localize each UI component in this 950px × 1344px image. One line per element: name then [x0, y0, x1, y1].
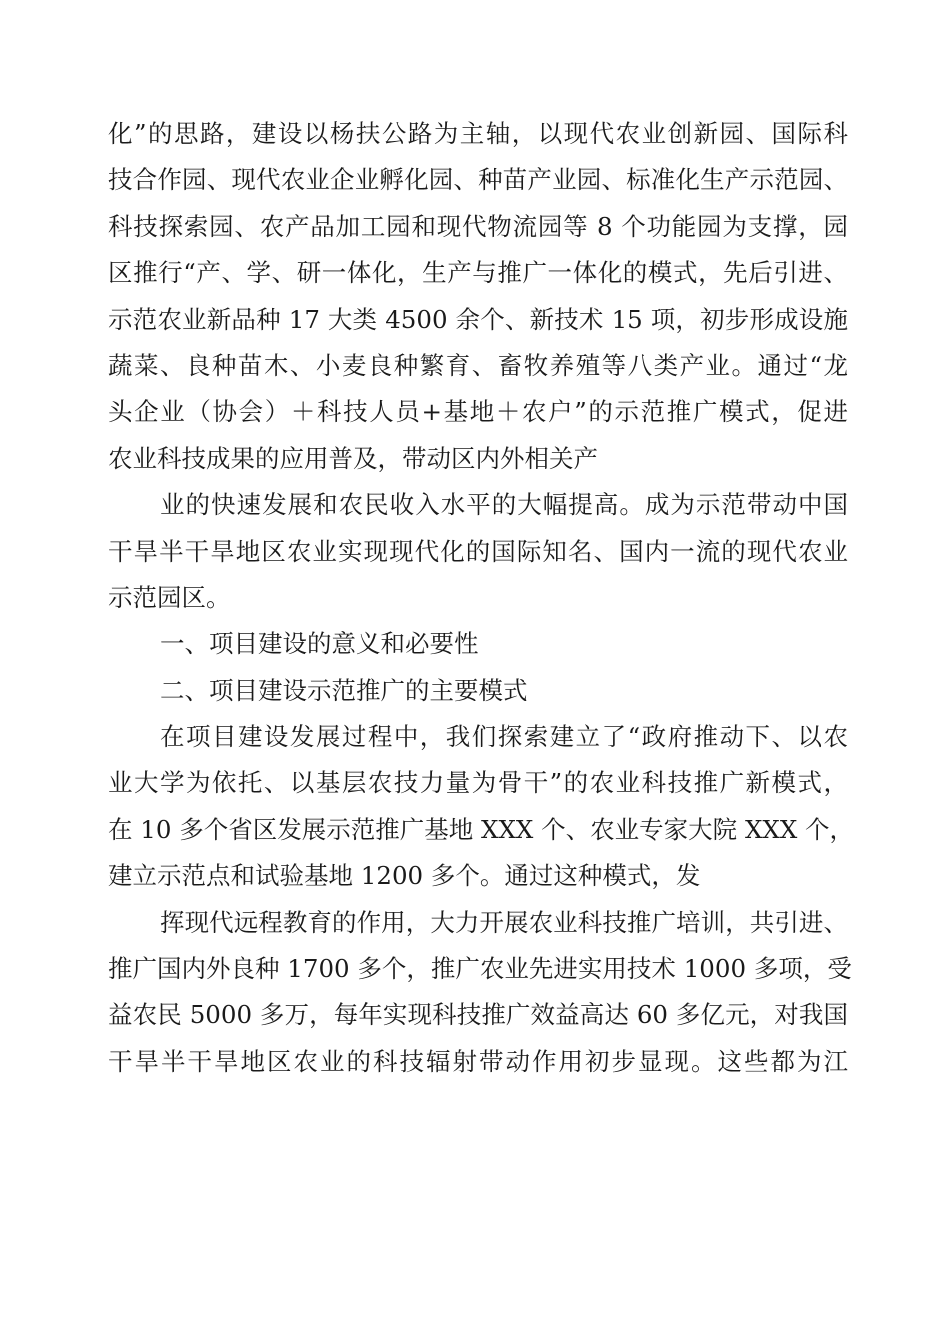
heading-text: 二、项目建设示范推广的主要模式 [160, 675, 528, 705]
paragraph-3 [108, 714, 855, 900]
text-line: 示范农业新品种 17 大类 4500 余个、新技术 15 项，初步形成设施 [108, 304, 848, 334]
text-line: 业的快速发展和农民收入水平的大幅提高。成为示范带动中国 [160, 490, 848, 520]
heading-text: 一、项目建设的意义和必要性 [160, 629, 479, 659]
section-heading-1 [108, 621, 848, 667]
text-line: 蔬菜、良种苗木、小麦良种繁育、畜牧养殖等八类产业。通过“龙 [108, 350, 848, 380]
text-line: 干旱半干旱地区农业的科技辐射带动作用初步显现。这些都为江 [108, 1046, 848, 1076]
document-body [108, 111, 855, 1085]
text-line: 在项目建设发展过程中，我们探索建立了“政府推动下、以农 [160, 722, 848, 752]
text-line: 推广国内外良种 1700 多个，推广农业先进实用技术 1000 多项，受 [108, 954, 852, 984]
text-line: 示范园区。 [108, 582, 231, 612]
text-line: 建立示范点和试验基地 1200 多个。通过这种模式，发 [108, 861, 701, 891]
text-line: 干旱半干旱地区农业实现现代化的国际知名、国内一流的现代农业 [108, 536, 848, 566]
text-line: 挥现代远程教育的作用，大力开展农业科技推广培训，共引进、 [160, 907, 848, 937]
text-line: 区推行“产、学、研一体化，生产与推广一体化的模式，先后引进、 [108, 258, 848, 288]
text-line: 益农民 5000 多万，每年实现科技推广效益高达 60 多亿元，对我国 [108, 1000, 848, 1030]
text-line: 农业科技成果的应用普及，带动区内外相关产 [108, 443, 598, 473]
paragraph-2 [108, 482, 848, 621]
paragraph-4 [108, 900, 852, 1086]
text-line: 化”的思路，建设以杨扶公路为主轴，以现代农业创新园、国际科 [108, 119, 848, 148]
text-line: 技合作园、现代农业企业孵化园、种苗产业园、标准化生产示范园、 [108, 165, 848, 195]
text-line: 头企业（协会）＋科技人员+基地＋农户”的示范推广模式，促进 [108, 397, 848, 427]
text-line: 在 10 多个省区发展示范推广基地 XXX 个、农业专家大院 XXX 个， [108, 814, 855, 844]
text-line: 业大学为依托、以基层农技力量为骨干”的农业科技推广新模式， [108, 768, 848, 798]
text-line: 科技探索园、农产品加工园和现代物流园等 8 个功能园为支撑，园 [108, 211, 848, 241]
paragraph-1 [108, 111, 848, 482]
section-heading-2 [108, 668, 848, 714]
